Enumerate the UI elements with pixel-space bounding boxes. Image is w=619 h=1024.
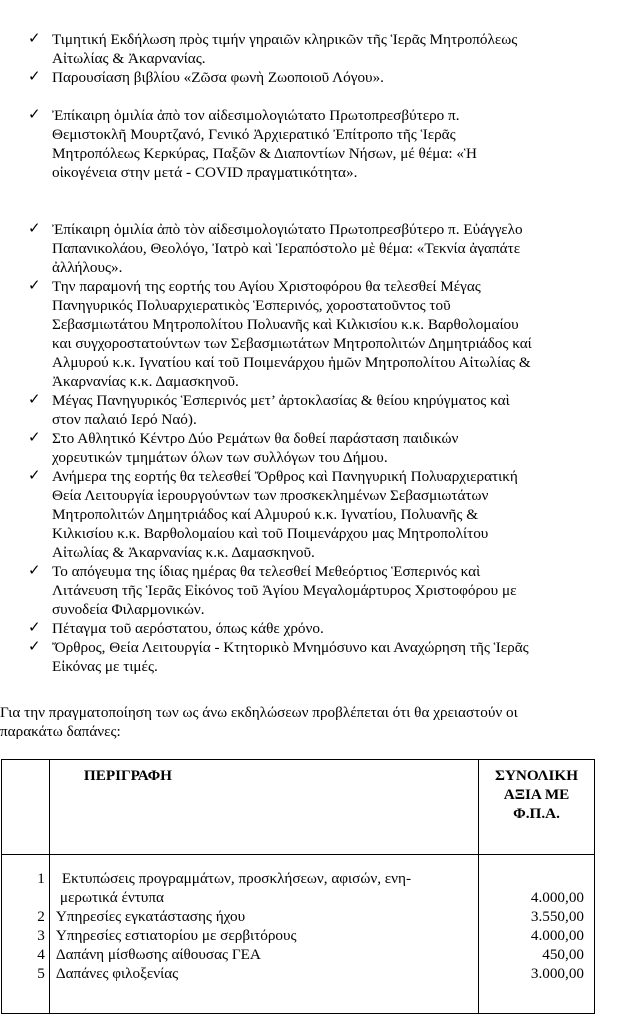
list-item: ✓ Πέταγμα τοῦ αερόστατου, όπως κάθε χρόνο. bbox=[28, 620, 324, 637]
list-item: ✓ Ὄρθρος, Θεία Λειτουργία - Κτητορικὸ Μνημόσυνο και Αναχώρηση τῆς Ἱερᾶς Εἰκόνας με τιμές. bbox=[28, 639, 529, 675]
row-number: 2 bbox=[37, 908, 45, 925]
expenses-intro-paragraph: Για την πραγματοποίηση των ως άνω εκδηλώσεων προβλέπεται ότι θα χρειαστούν οι παρακάτω δαπάνες: bbox=[0, 704, 518, 740]
list-item: ✓ Ανήμερα της εορτής θα τελεσθεί Ὄρθρος καὶ Πανηγυρική Πολυαρχιερατική Θεία Λειτουργία ἱερουργούντων των προσκεκλημένων Σεβασμιωτάτων Μητροπολιτών Δημητριάδος καί Αλμυρού κ.κ. Ιγνατίου, Πολυανῆς & Κιλκισίου κ.κ. Βαρθολομαίου καὶ τοῦ Ποιμενάρχου μας Μητροπολίτου Αἰτωλίας & Ἀκαρνανίας κ.κ. Δαμασκηνοῦ. bbox=[28, 468, 518, 561]
row-description: μερωτικά έντυπα bbox=[59, 889, 164, 906]
row-amount: 450,00 bbox=[542, 946, 584, 963]
table-body-row bbox=[2, 855, 595, 1014]
header-total-value: ΣΥΝΟΛΙΚΗ ΑΞΙΑ ΜΕ Φ.Π.Α. bbox=[479, 760, 595, 855]
row-amount: 3.000,00 bbox=[530, 965, 584, 982]
row-amount: 4.000,00 bbox=[530, 889, 584, 906]
checkmark-icon: ✓ bbox=[28, 392, 41, 408]
header-number-cell bbox=[2, 760, 50, 855]
checkmark-icon: ✓ bbox=[28, 639, 41, 655]
checkmark-icon: ✓ bbox=[28, 620, 41, 636]
list-item: ✓ Τιμητική Εκδήλωση πρὸς τιμήν γηραιῶν κληρικῶν τῆς Ἱερᾶς Μητροπόλεως Αἰτωλίας & Ἀκαρνανίας. bbox=[28, 31, 518, 67]
list-item: ✓ Ἐπίκαιρη ὁμιλία ἀπὸ τον αἰδεσιμολογιώτατο Πρωτοπρεσβύτερο π. Θεμιστοκλῆ Μουρτζανό, Γενικό Ἀρχιερατικό Ἐπίτροπο τῆς Ἱερᾶς Μητροπόλεως Κερκύρας, Παξῶν & Διαποντίων Νήσων, μέ θέμα: «Ἡ οἰκογένεια στην μετά - COVID πραγματικότητα». bbox=[28, 107, 477, 181]
row-description: Δαπάνη μίσθωσης αίθουσας ΓΕΑ bbox=[55, 946, 261, 963]
row-amount: 3.550,00 bbox=[530, 908, 584, 925]
row-description: Εκτυπώσεις προγραμμάτων, προσκλήσεων, αφισών, ενη- bbox=[61, 870, 412, 887]
row-number: 4 bbox=[37, 946, 45, 963]
event-bullet-list bbox=[28, 30, 603, 676]
row-number: 5 bbox=[37, 965, 45, 982]
list-item: ✓ Ἐπίκαιρη ὁμιλία ἀπὸ τὸν αἰδεσιμολογιώτατο Πρωτοπρεσβύτερο π. Εὐάγγελο Παπανικολάου, Θεολόγο, Ἰατρὸ καὶ Ἱεραπόστολο μὲ θέμα: «Τεκνία ἀγαπάτε ἀλλήλους». bbox=[28, 221, 523, 276]
expenses-table bbox=[1, 759, 595, 1014]
checkmark-icon: ✓ bbox=[28, 563, 41, 579]
checkmark-icon: ✓ bbox=[28, 468, 41, 484]
header-description: ΠΕΡΙΓΡΑΦΗ bbox=[49, 760, 478, 855]
checkmark-icon: ✓ bbox=[28, 31, 41, 47]
list-item: ✓ Το απόγευμα της ίδιας ημέρας θα τελεσθεί Μεθεόρτιος Ἑσπερινός καὶ Λιτάνευση τῆς Ἱερᾶς Εἰκόνος τοῦ Ἁγίου Μεγαλομάρτυρος Χριστοφόρου με συνοδεία Φιλαρμονικών. bbox=[28, 563, 517, 618]
list-item: ✓ Παρουσίαση βιβλίου «Ζῶσα φωνὴ Ζωοποιοῦ Λόγου». bbox=[28, 69, 384, 86]
table-header-row bbox=[2, 760, 595, 855]
checkmark-icon: ✓ bbox=[28, 278, 41, 294]
checkmark-icon: ✓ bbox=[28, 107, 41, 123]
list-item: ✓ Στο Αθλητικό Κέντρο Δύο Ρεμάτων θα δοθεί παράσταση παιδικών χορευτικών τμημάτων όλων των συλλόγων του Δήμου. bbox=[28, 430, 459, 466]
checkmark-icon: ✓ bbox=[28, 221, 41, 237]
list-item: ✓ Μέγας Πανηγυρικός Ἑσπερινός μετ’ ἀρτοκλασίας & θείου κηρύγματος καὶ στον παλαιό Ιερό Ναό). bbox=[28, 392, 510, 428]
row-description: Υπηρεσίες εστιατορίου με σερβιτόρους bbox=[55, 927, 297, 944]
row-description: Δαπάνες φιλοξενίας bbox=[55, 965, 179, 982]
row-number: 3 bbox=[37, 927, 45, 944]
checkmark-icon: ✓ bbox=[28, 69, 41, 85]
list-item: ✓ Την παραμονή της εορτής του Αγίου Χριστοφόρου θα τελεσθεί Μέγας Πανηγυρικός Πολυαρχιερατικὸς Ἑσπερινός, χοροστατοῦντος τοῦ Σεβασμιωτάτου Μητροπολίτου Πολυανῆς καὶ Κιλκισίου κ.κ. Βαρθολομαίου και συγχοροστατούντων των Σεβασμιωτάτων Μητροπολιτών Δημητριάδος καί Αλμυρού κ.κ. Ιγνατίου καί τοῦ Ποιμενάρχου ἡμῶν Μητροπολίτου Αἰτωλίας & Ἀκαρνανίας κ.κ. Δαμασκηνοῦ. bbox=[28, 278, 532, 390]
row-description: Υπηρεσίες εγκατάστασης ήχου bbox=[55, 908, 246, 925]
row-number: 1 bbox=[37, 870, 45, 887]
checkmark-icon: ✓ bbox=[28, 430, 41, 446]
row-amount: 4.000,00 bbox=[530, 927, 584, 944]
